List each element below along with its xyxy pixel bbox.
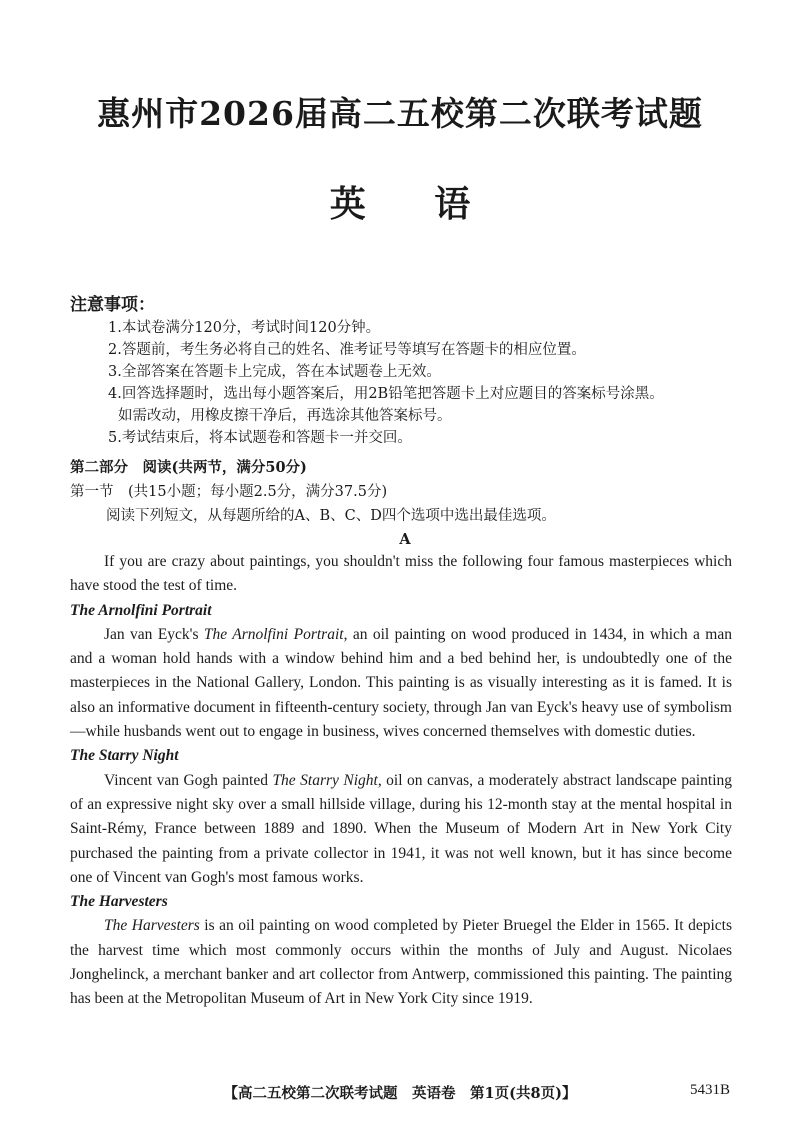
painting-heading: The Arnolfini Portrait <box>70 601 212 619</box>
exam-title: 惠州市2026届高二五校第二次联考试题 <box>97 94 703 133</box>
notes-item-text: 4.回答选择题时，选出每小题答案后，用2B铅笔把答题卡上对应题目的答案标号涂黑。 <box>108 386 664 402</box>
painting-heading: The Starry Night <box>70 747 179 765</box>
notes-item <box>108 383 750 427</box>
painting-title: The Harvesters <box>104 917 200 935</box>
paragraph-text: Vincent van Gogh painted <box>104 771 273 789</box>
painting-paragraph <box>70 769 732 890</box>
painting-paragraph <box>70 623 732 744</box>
paragraph-text: , an oil painting on wood produced in 1434, in which a man and a woman hold hands with a window behind him and a bed behind her, is undoubtedly one of the masterpieces in the National Gallery, London. This painting is as visually interesting as it is famed. It is also an informative document in fifteenth-century society, through Jan van Eyck's heavy use of symbolism—while husbands went out to engage in business, wives concerned themselves with domestic duties. <box>70 625 732 741</box>
passage-a <box>70 550 732 1012</box>
notes-item: 5.考试结束后，将本试题卷和答题卡一并交回。 <box>108 430 412 446</box>
notes-heading: 注意事项： <box>70 295 155 315</box>
instruction: 阅读下列短文，从每题所给的A、B、C、D四个选项中选出最佳选项。 <box>106 508 556 524</box>
painting-title: The Arnolfini Portrait <box>203 625 344 643</box>
sub-heading: 第一节 (共15小题；每小题2.5分，满分37.5分) <box>70 484 388 500</box>
paragraph-text: , oil on canvas, a moderately abstract landscape painting of an expressive night sky over a small hillside village, during his 12-month stay at the mental hospital in Saint-Rémy, France between 1889 and 1890. When the Museum of Modern Art in New York City purchased the painting from a private collector in 1941, it was not well known, but it has since become one of Vincent van Gogh's most famous works. <box>70 771 733 886</box>
notes-item: 1.本试卷满分120分，考试时间120分钟。 <box>108 320 381 336</box>
notes-item: 2.答题前，考生务必将自己的姓名、准考证号等填写在答题卡的相应位置。 <box>108 342 586 358</box>
passage-letter: A <box>399 531 411 548</box>
passage-intro: If you are crazy about paintings, you shouldn't miss the following four famous masterpieces which have stood the test of time. <box>70 553 732 595</box>
painting-title: The Starry Night <box>272 771 378 789</box>
part-heading: 第二部分 阅读(共两节，满分50分) <box>70 459 307 476</box>
painting-paragraph <box>70 914 732 1011</box>
notes-item: 3.全部答案在答题卡上完成，答在本试题卷上无效。 <box>108 364 441 380</box>
painting-heading: The Harvesters <box>70 893 168 911</box>
notes-list <box>70 317 750 449</box>
footer-code: 5431B <box>689 1082 730 1098</box>
subject-title: 英 语 <box>329 183 471 225</box>
reading-section <box>70 456 740 552</box>
notes-section <box>70 290 750 449</box>
paragraph-text: is an oil painting on wood completed by Pieter Bruegel the Elder in 1565. It depicts the harvest time which most commonly occurs within the months of July and August. Nicolaes Jonghelinck, a merchant banker and art collector from Antwerp, commissioned this painting. The painting has been at the Metropolitan Museum of Art in New York City since 1919. <box>70 917 732 1008</box>
footer-page-info: 【高二五校第二次联考试题 英语卷 第1页(共8页)】 <box>223 1085 577 1102</box>
paragraph-text: Jan van Eyck's <box>104 625 204 643</box>
notes-item-continuation: 如需改动，用橡皮擦干净后，再选涂其他答案标号。 <box>118 408 452 424</box>
